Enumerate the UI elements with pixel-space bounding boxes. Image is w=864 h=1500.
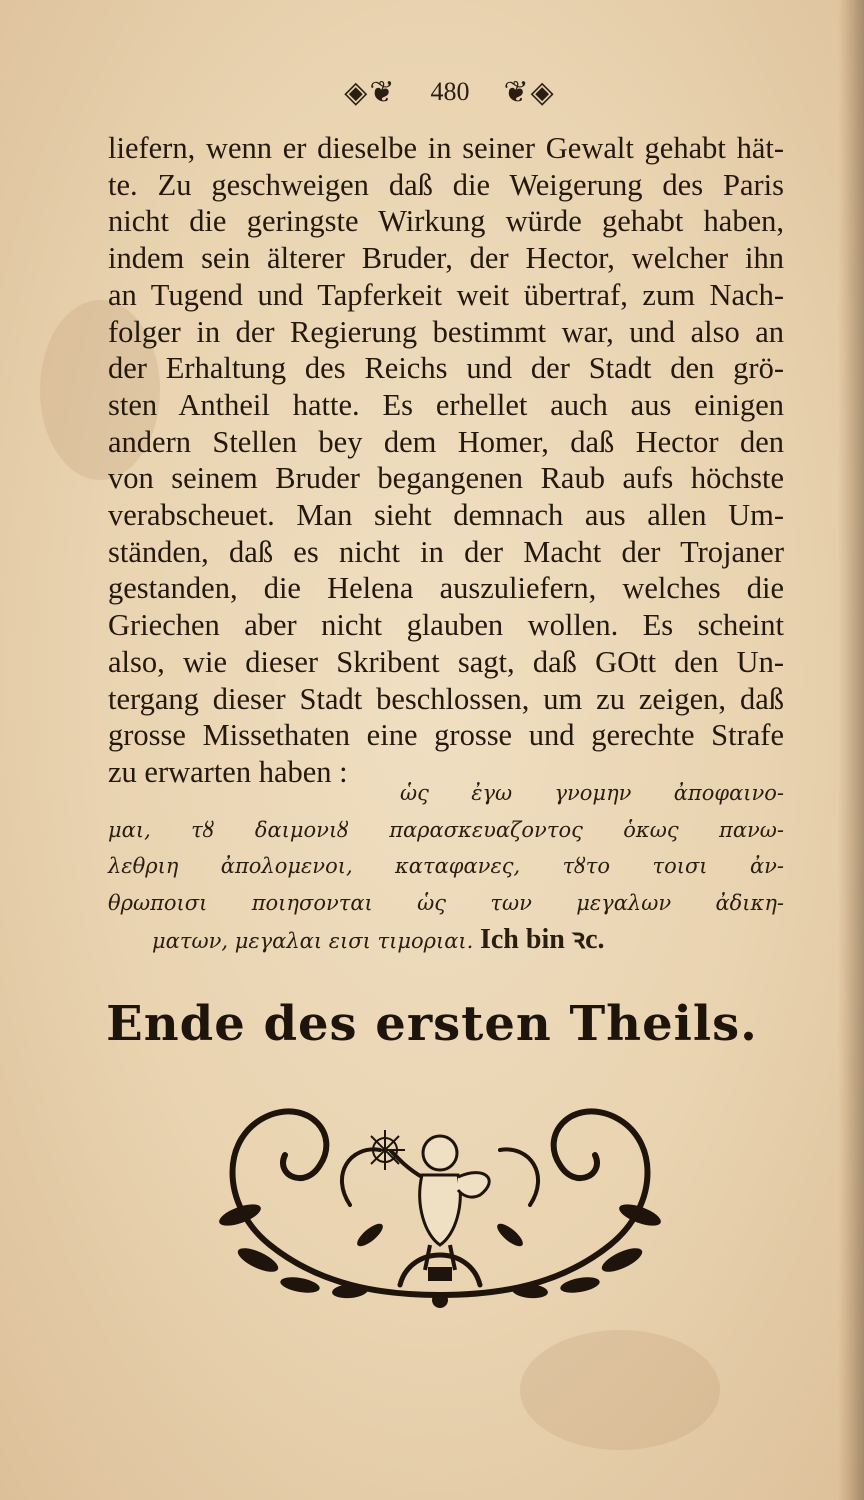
greek-line: ματων, μεγαλαι εισι τιμοριαι.	[152, 928, 474, 953]
text-line: Griechen aber nicht glauben wollen. Es scheint	[108, 608, 784, 643]
text-line: also, wie dieser Skribent sagt, daß GOtt den Un-	[108, 644, 784, 679]
section-end-title: Ende des ersten Theils.	[106, 996, 758, 1052]
text-line: indem sein älterer Bruder, der Hector, welcher ihn	[108, 241, 784, 276]
text-line: verabscheuet. Man sieht demnach aus allen Um-	[108, 498, 784, 533]
text-line: der Erhaltung des Reichs und der Stadt den grö-	[108, 351, 784, 386]
text-line: sten Antheil hatte. Es erhellet auch aus einigen	[108, 387, 784, 422]
header-ornament-left-icon: ◈❦	[344, 74, 397, 110]
page-spine-shadow	[838, 0, 864, 1500]
body-text	[108, 130, 784, 791]
cherub-scroll-vignette-icon	[200, 1095, 680, 1310]
text-line: gestanden, die Helena auszuliefern, welches die	[108, 571, 784, 606]
greek-line: λεθριη ἀπολομενοι, καταφανες, τȣτο τοισι ἀν-	[108, 854, 784, 879]
text-line: andern Stellen bey dem Homer, daß Hector den	[108, 424, 784, 459]
greek-line: ὡς ἐγω γνομην ἀποφαινο-	[400, 781, 784, 805]
text-line: te. Zu geschweigen daß die Weigerung des Paris	[108, 167, 784, 202]
greek-quotation	[108, 775, 784, 960]
text-line: ständen, daß es nicht in der Macht der Trojaner	[108, 534, 784, 569]
greek-line-final	[108, 922, 784, 960]
text-line: folger in der Regierung bestimmt war, und also an	[108, 314, 784, 349]
page-number: 480	[430, 77, 470, 106]
greek-line: θρωποισι ποιησονται ὡς των μεγαλων ἀδικη-	[108, 891, 784, 916]
closing-phrase: Ich bin ꝛc.	[479, 923, 605, 955]
paper-stain	[520, 1330, 720, 1450]
text-line: grosse Missethaten eine grosse und gerechte Strafe	[108, 718, 784, 753]
text-line: an Tugend und Tapferkeit weit übertraf, zum Nach-	[108, 277, 784, 312]
text-line: liefern, wenn er dieselbe in seiner Gewalt gehabt hät-	[108, 131, 784, 165]
greek-line: μαι, τȣ δαιμονιȣ παρασκευαζοντος ὁκως πανω-	[108, 817, 784, 842]
text-line: zu erwarten haben :	[108, 754, 348, 789]
text-line: tergang dieser Stadt beschlossen, um zu zeigen, daß	[108, 681, 784, 716]
header-ornament-right-icon: ❦◈	[503, 74, 556, 110]
text-line: nicht die geringste Wirkung würde gehabt haben,	[108, 204, 784, 239]
text-line: von seinem Bruder begangenen Raub aufs höchste	[108, 461, 784, 496]
page-header	[300, 72, 600, 112]
